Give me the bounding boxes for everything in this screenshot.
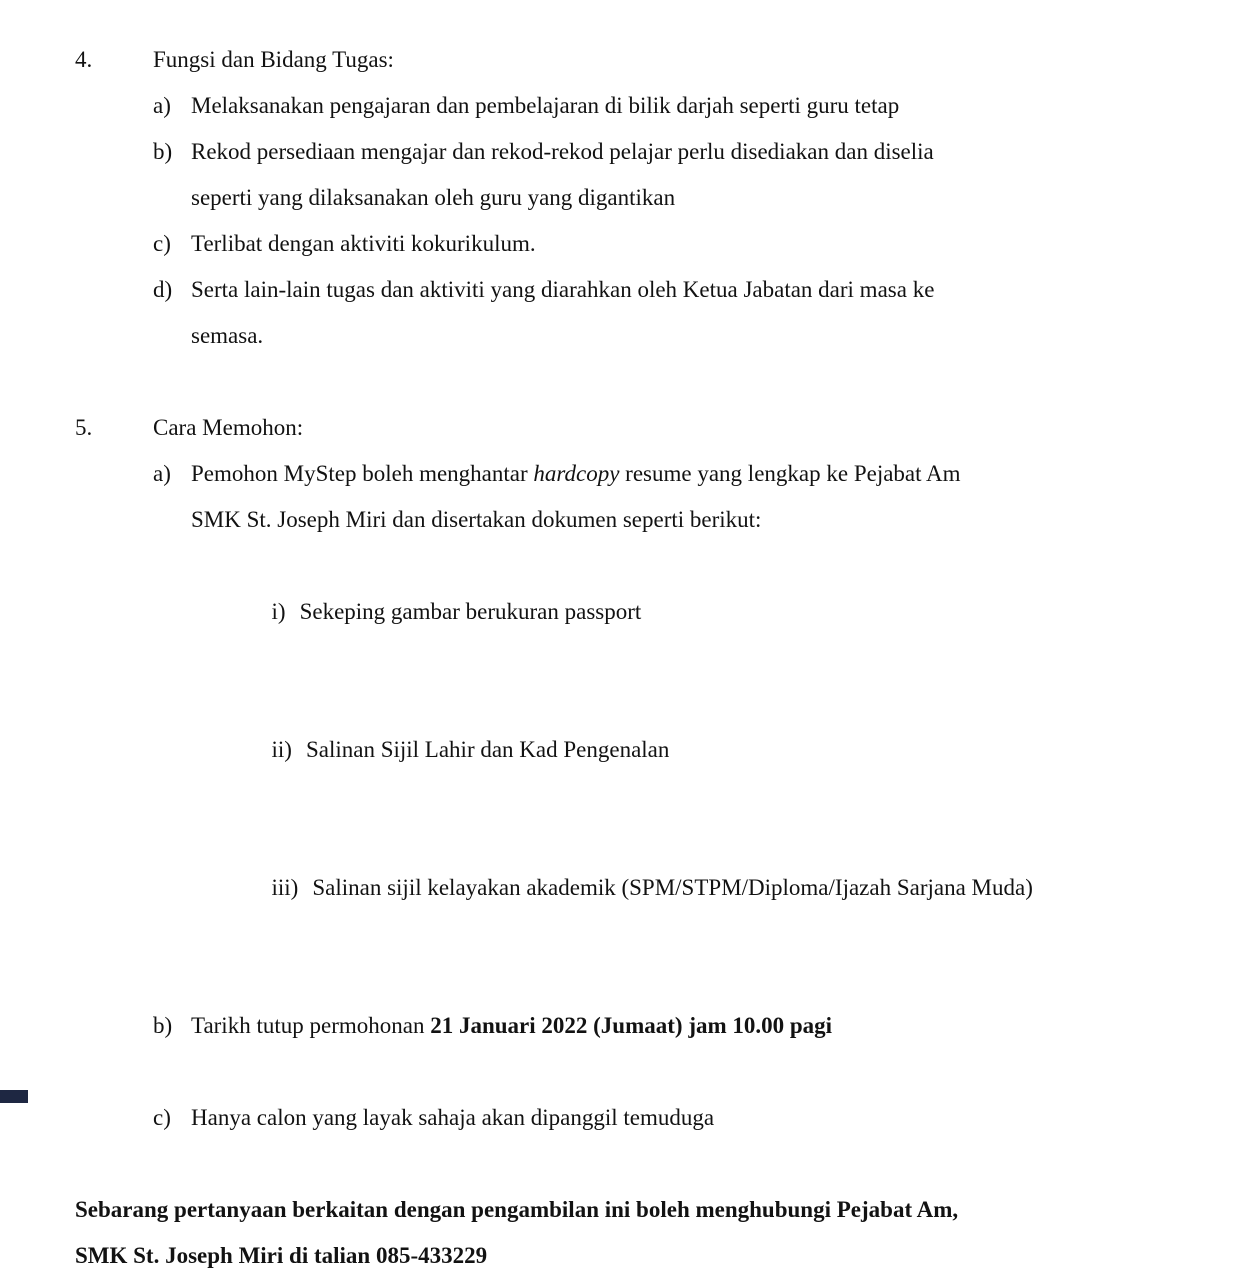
sub-item-iii xyxy=(191,819,1033,957)
text-segment-italic: hardcopy xyxy=(533,461,620,486)
item-text-line: Melaksanakan pengajaran dan pembelajaran di bilik darjah seperti guru tetap xyxy=(191,93,900,118)
item-text xyxy=(191,83,899,129)
sub-item-text: Salinan sijil kelayakan akademik (SPM/STPM/Diploma/Ijazah Sarjana Muda) xyxy=(312,875,1033,900)
item-text-line: seperti yang dilaksanakan oleh guru yang digantikan xyxy=(191,185,676,210)
item-label: a) xyxy=(153,461,171,486)
section-heading xyxy=(75,405,1182,451)
corner-artifact xyxy=(0,1090,28,1103)
sub-item-i xyxy=(191,543,1033,681)
item-text xyxy=(191,1095,714,1141)
section-title: Cara Memohon: xyxy=(153,415,304,440)
section-title: Fungsi dan Bidang Tugas: xyxy=(153,47,394,72)
item-text-line xyxy=(191,1003,832,1049)
list-item-4d xyxy=(153,267,1182,359)
item-text xyxy=(191,221,536,267)
item-text-line: Rekod persediaan mengajar dan rekod-rekod pelajar perlu disediakan dan diselia xyxy=(191,139,934,164)
sub-item-label: i) xyxy=(271,599,286,624)
section-number: 4. xyxy=(75,47,93,72)
item-label: a) xyxy=(153,93,171,118)
item-text-line xyxy=(191,451,1033,497)
item-text-line: semasa. xyxy=(191,323,264,348)
list-item-4c xyxy=(153,221,1182,267)
text-segment: resume yang lengkap ke Pejabat Am xyxy=(619,461,961,486)
item-text xyxy=(191,267,934,359)
section-item-list xyxy=(153,83,1182,359)
section-heading xyxy=(75,37,1182,83)
section-number: 5. xyxy=(75,415,93,440)
sub-item-label: iii) xyxy=(271,875,299,900)
item-text-line: SMK St. Joseph Miri dan disertakan dokumen seperti berikut: xyxy=(191,507,762,532)
sub-item-list xyxy=(191,543,1033,957)
item-text-line: Hanya calon yang layak sahaja akan dipanggil temuduga xyxy=(191,1105,715,1130)
section-4 xyxy=(75,37,1182,359)
sub-item-label: ii) xyxy=(271,737,292,762)
footer-line-1: Sebarang pertanyaan berkaitan dengan pengambilan ini boleh menghubungi Pejabat Am, xyxy=(75,1197,959,1222)
text-segment-bold: 21 Januari 2022 (Jumaat) jam 10.00 pagi xyxy=(430,1013,833,1038)
list-item-5b xyxy=(153,1003,1182,1049)
sub-item-ii xyxy=(191,681,1033,819)
list-item-4a xyxy=(153,83,1182,129)
section-item-list xyxy=(153,451,1182,1141)
footer-note xyxy=(75,1187,1135,1279)
item-text-line: Serta lain-lain tugas dan aktiviti yang diarahkan oleh Ketua Jabatan dari masa ke xyxy=(191,277,935,302)
item-text xyxy=(191,129,934,221)
item-label: c) xyxy=(153,231,171,256)
footer-line-2: SMK St. Joseph Miri di talian 085-433229 xyxy=(75,1243,488,1268)
sub-item-text: Sekeping gambar berukuran passport xyxy=(299,599,642,624)
text-segment: Tarikh tutup permohonan xyxy=(191,1013,431,1038)
item-label: b) xyxy=(153,139,173,164)
item-text xyxy=(191,451,1033,957)
list-item-5a xyxy=(153,451,1182,957)
text-segment: Pemohon MyStep boleh menghantar xyxy=(191,461,534,486)
section-5 xyxy=(75,405,1182,1141)
item-label: c) xyxy=(153,1105,171,1130)
list-item-5c xyxy=(153,1095,1182,1141)
item-text-line: Terlibat dengan aktiviti kokurikulum. xyxy=(191,231,536,256)
sub-item-text: Salinan Sijil Lahir dan Kad Pengenalan xyxy=(305,737,670,762)
item-label: b) xyxy=(153,1013,173,1038)
item-label: d) xyxy=(153,277,173,302)
item-text xyxy=(191,1003,832,1049)
list-item-4b xyxy=(153,129,1182,221)
